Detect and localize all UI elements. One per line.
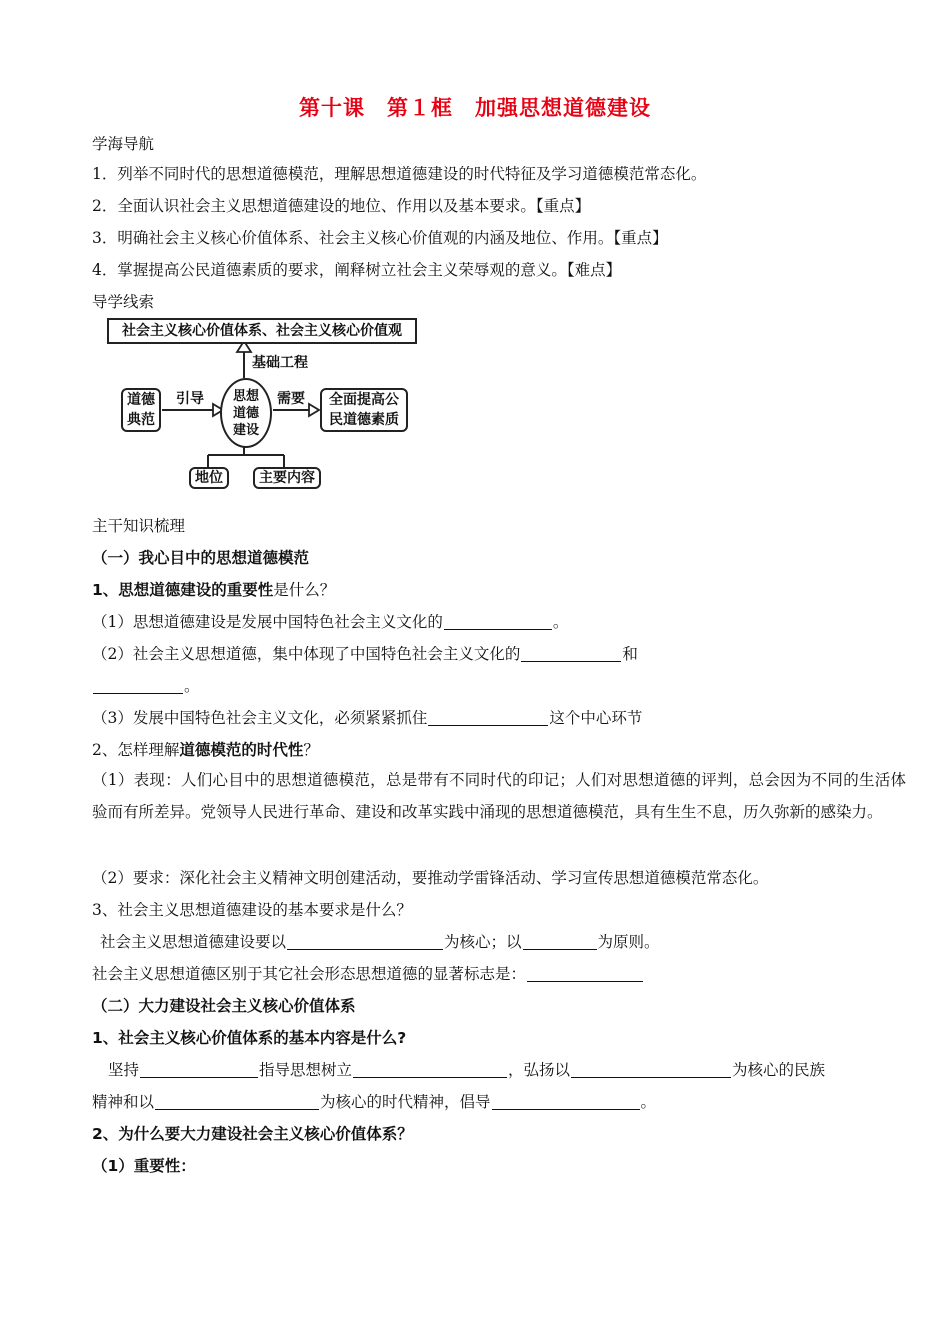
answer-text: （2）社会主义思想道德，集中体现了中国特色社会主义文化的 [92,645,521,663]
fill-blank[interactable] [287,948,443,950]
diagram-base-label: 基础工程 [252,355,308,371]
fill-blank[interactable] [444,628,552,630]
answer-text: 。 [552,613,569,631]
answer-line: （1）重要性： [92,1157,196,1175]
diagram-bottom-right-box: 主要内容 [253,467,321,489]
fill-blank[interactable] [353,1076,507,1078]
section2-heading: （二）大力建设社会主义核心价值体系 [92,997,356,1015]
answer-line [92,706,642,728]
answer-text: 这个中心环节 [549,709,643,727]
fill-blank[interactable] [571,1076,731,1078]
answer-text: 社会主义思想道德建设要以 [100,933,287,951]
diagram-left-box: 道德 典范 [121,388,161,432]
goal-item: 4．掌握提高公民道德素质的要求，阐释树立社会主义荣辱观的意义。【难点】 [92,261,622,279]
answer-line [92,1090,656,1112]
answer-line [100,930,660,952]
diagram-top-box: 社会主义核心价值体系、社会主义核心价值观 [107,318,417,344]
answer-text: 和 [622,645,638,663]
clue-heading: 导学线索 [92,293,155,311]
answer-line [108,1058,825,1080]
question: 3、社会主义思想道德建设的基本要求是什么？ [92,901,412,919]
answer-line: （2）要求：深化社会主义精神文明创建活动，要推动学雷锋活动、学习宣传思想道德模范常态化。 [92,869,769,887]
knowledge-heading: 主干知识梳理 [92,517,186,535]
fill-blank[interactable] [521,660,621,662]
question: 2、为什么要大力建设社会主义核心价值体系？ [92,1125,413,1143]
fill-blank[interactable] [492,1108,640,1110]
question [92,738,319,760]
answer-line [92,962,644,984]
answer-text: （3）发展中国特色社会主义文化，必须紧紧抓住 [92,709,428,727]
answer-text: 坚持 [108,1061,140,1079]
answer-text: 精神和以 [92,1093,155,1111]
concept-diagram-lines [0,0,950,520]
goal-item: 1．列举不同时代的思想道德模范，理解思想道德建设的时代特征及学习道德模范常态化。 [92,165,707,183]
answer-text: 为核心的时代精神，倡导 [320,1093,491,1111]
fill-blank[interactable] [155,1108,319,1110]
fill-blank[interactable] [428,724,548,726]
answer-text: 为核心；以 [444,933,522,951]
answer-line [92,610,568,632]
fill-blank[interactable] [527,980,643,982]
section1-heading: （一）我心目中的思想道德模范 [92,549,310,567]
nav-heading: 学海导航 [92,135,155,153]
fill-blank[interactable] [523,948,597,950]
answer-text: 社会主义思想道德区别于其它社会形态思想道德的显著标志是： [92,965,527,983]
question-bold: 1、思想道德建设的重要性 [92,581,274,599]
goal-item: 3．明确社会主义核心价值体系、社会主义核心价值观的内涵及地位、作用。【重点】 [92,229,668,247]
question: 1、社会主义核心价值体系的基本内容是什么? [92,1029,407,1047]
diagram-bottom-left-box: 地位 [189,467,229,489]
question [92,578,335,600]
answer-text: ，弘扬以 [508,1061,571,1079]
question-bold: 道德模范的时代性 [179,741,304,759]
page-title: 第十课 第１框 加强思想道德建设 [299,96,651,120]
answer-text: 。 [184,677,200,695]
answer-line [92,674,200,696]
fill-blank[interactable] [93,692,183,694]
answer-paragraph: （1）表现：人们心目中的思想道德模范，总是带有不同时代的印记；人们对思想道德的评判，总会因为不同的生活体验而有所差异。党领导人民进行革命、建设和改革实践中涌现的思想道德模范，具有生生不息，历久弥新的感染力。 [92,771,906,821]
diagram-guide-label: 引导 [176,391,204,407]
question-text: ？ [303,741,319,759]
answer-text: 为核心的民族 [732,1061,826,1079]
answer-text: 为原则。 [597,933,660,951]
fill-blank[interactable] [140,1076,258,1078]
diagram-center-oval: 思想 道德 建设 [220,378,272,448]
question-text: 是什么？ [273,581,336,599]
answer-text: （1）思想道德建设是发展中国特色社会主义文化的 [92,613,443,631]
goal-item: 2．全面认识社会主义思想道德建设的地位、作用以及基本要求。【重点】 [92,197,591,215]
diagram-right-box: 全面提高公 民道德素质 [320,388,408,432]
answer-line [92,642,638,664]
question-text: 2、怎样理解 [92,741,180,759]
diagram-need-label: 需要 [277,391,305,407]
answer-text: 指导思想树立 [259,1061,353,1079]
answer-text: 。 [640,1093,657,1111]
